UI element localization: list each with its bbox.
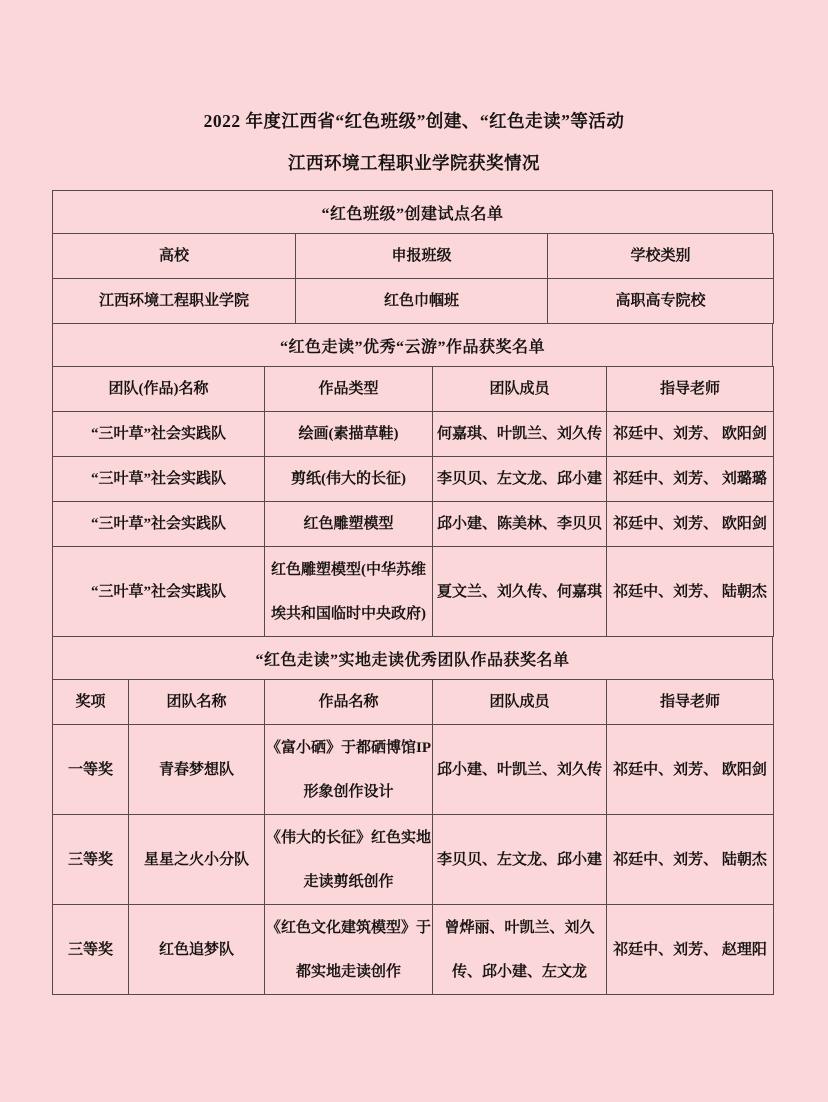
- cell-advisors: 祁廷中、刘芳、 欧阳剑: [607, 412, 774, 457]
- cell-award: 三等奖: [53, 815, 129, 905]
- cell-team: “三叶草”社会实践队: [53, 412, 265, 457]
- cell-work-type: 剪纸(伟大的长征): [265, 457, 433, 502]
- section3-row-2: [53, 815, 774, 905]
- cell-team: 青春梦想队: [129, 725, 265, 815]
- awards-document: [52, 190, 773, 995]
- column-header-members: 团队成员: [433, 680, 607, 725]
- section2-row-4: [53, 547, 774, 637]
- cell-school-type: 高职高专院校: [548, 279, 774, 324]
- cell-members: 李贝贝、左文龙、邱小建: [433, 815, 607, 905]
- section3-row-1: [53, 725, 774, 815]
- cell-work-name: 《红色文化建筑模型》于都实地走读创作: [265, 905, 433, 995]
- column-header-class: 申报班级: [296, 234, 548, 279]
- section1-heading: “红色班级”创建试点名单: [52, 190, 773, 234]
- column-header-team-work-name: 团队(作品)名称: [53, 367, 265, 412]
- column-header-advisors: 指导老师: [607, 367, 774, 412]
- cell-team: “三叶草”社会实践队: [53, 502, 265, 547]
- cell-advisors: 祁廷中、刘芳、 刘璐璐: [607, 457, 774, 502]
- document-title-line1: 2022 年度江西省“红色班级”创建、“红色走读”等活动: [203, 111, 625, 131]
- cell-work-name: 《伟大的长征》红色实地走读剪纸创作: [265, 815, 433, 905]
- section2-heading: “红色走读”优秀“云游”作品获奖名单: [52, 323, 773, 367]
- cell-work-type: 绘画(素描草鞋): [265, 412, 433, 457]
- section1-data-row: [53, 279, 774, 324]
- section2-table: [52, 366, 774, 637]
- cell-team: 星星之火小分队: [129, 815, 265, 905]
- cell-school: 江西环境工程职业学院: [53, 279, 296, 324]
- section2-row-1: [53, 412, 774, 457]
- cell-team: 红色追梦队: [129, 905, 265, 995]
- cell-team: “三叶草”社会实践队: [53, 547, 265, 637]
- column-header-school: 高校: [53, 234, 296, 279]
- cell-members: 邱小建、陈美林、李贝贝: [433, 502, 607, 547]
- section1-table: [52, 233, 774, 324]
- cell-members: 曾烨丽、叶凯兰、刘久传、邱小建、左文龙: [433, 905, 607, 995]
- cell-work-type: 红色雕塑模型(中华苏维埃共和国临时中央政府): [265, 547, 433, 637]
- document-title-line2: 江西环境工程职业学院获奖情况: [288, 153, 540, 173]
- column-header-work-name: 作品名称: [265, 680, 433, 725]
- cell-members: 邱小建、叶凯兰、刘久传: [433, 725, 607, 815]
- cell-advisors: 祁廷中、刘芳、 欧阳剑: [607, 502, 774, 547]
- section3-row-3: [53, 905, 774, 995]
- column-header-members: 团队成员: [433, 367, 607, 412]
- cell-team: “三叶草”社会实践队: [53, 457, 265, 502]
- section2-header-row: [53, 367, 774, 412]
- section3-table: [52, 679, 774, 995]
- cell-members: 李贝贝、左文龙、邱小建: [433, 457, 607, 502]
- section3-heading: “红色走读”实地走读优秀团队作品获奖名单: [52, 636, 773, 680]
- section2-row-3: [53, 502, 774, 547]
- cell-award: 三等奖: [53, 905, 129, 995]
- column-header-school-type: 学校类别: [548, 234, 774, 279]
- cell-award: 一等奖: [53, 725, 129, 815]
- cell-advisors: 祁廷中、刘芳、 赵理阳: [607, 905, 774, 995]
- cell-advisors: 祁廷中、刘芳、 欧阳剑: [607, 725, 774, 815]
- section1-header-row: [53, 234, 774, 279]
- cell-advisors: 祁廷中、刘芳、 陆朝杰: [607, 547, 774, 637]
- section3-header-row: [53, 680, 774, 725]
- section2-row-2: [53, 457, 774, 502]
- column-header-advisors: 指导老师: [607, 680, 774, 725]
- column-header-work-type: 作品类型: [265, 367, 433, 412]
- column-header-award: 奖项: [53, 680, 129, 725]
- cell-members: 何嘉琪、叶凯兰、刘久传: [433, 412, 607, 457]
- cell-members: 夏文兰、刘久传、何嘉琪: [433, 547, 607, 637]
- cell-class: 红色巾帼班: [296, 279, 548, 324]
- cell-work-type: 红色雕塑模型: [265, 502, 433, 547]
- cell-work-name: 《富小硒》于都硒博馆IP 形象创作设计: [265, 725, 433, 815]
- cell-advisors: 祁廷中、刘芳、 陆朝杰: [607, 815, 774, 905]
- column-header-team-name: 团队名称: [129, 680, 265, 725]
